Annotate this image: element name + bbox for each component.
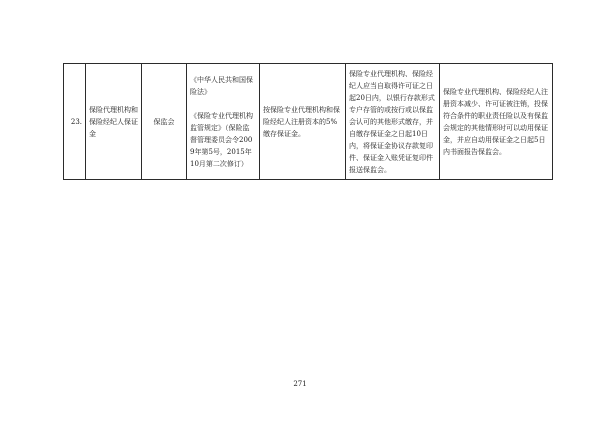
row-number: 23. xyxy=(64,64,86,180)
legal-basis-cell xyxy=(187,64,260,180)
deposit-method-cell: 保险专业代理机构、保险经纪人应当自取得许可证之日起20日内，以银行存款形式专户存管的或按行或以保监会认可的其他形式缴存，并自缴存保证金之日起10日内，将保证金协议存款复印件、保证金入账凭证复印件报送保监会。 xyxy=(346,64,440,180)
page-number: 271 xyxy=(293,380,307,388)
department-cell: 保监会 xyxy=(142,64,187,180)
item-name-cell: 保险代理机构和保险经纪人保证金 xyxy=(86,64,142,180)
table-row xyxy=(64,64,553,180)
usage-condition-cell: 保险专业代理机构、保险经纪人注册资本减少、许可证被注销，投保符合条件的职业责任险以及有保监会规定的其他情形时可以动用保证金，并应自动用保证金之日起5日内书面报告保监会。 xyxy=(440,64,553,180)
deposit-requirement-cell: 按保险专业代理机构和保险经纪人注册资本的5%缴存保证金。 xyxy=(260,64,346,180)
regulation-table xyxy=(63,63,553,180)
legal-basis-law: 《中华人民共和国保险法》 xyxy=(190,75,253,96)
legal-basis-regulation: 《保险专业代理机构监管规定》（保险监督管理委员会令2009年第5号，2015年10月第二次修订） xyxy=(190,111,253,168)
